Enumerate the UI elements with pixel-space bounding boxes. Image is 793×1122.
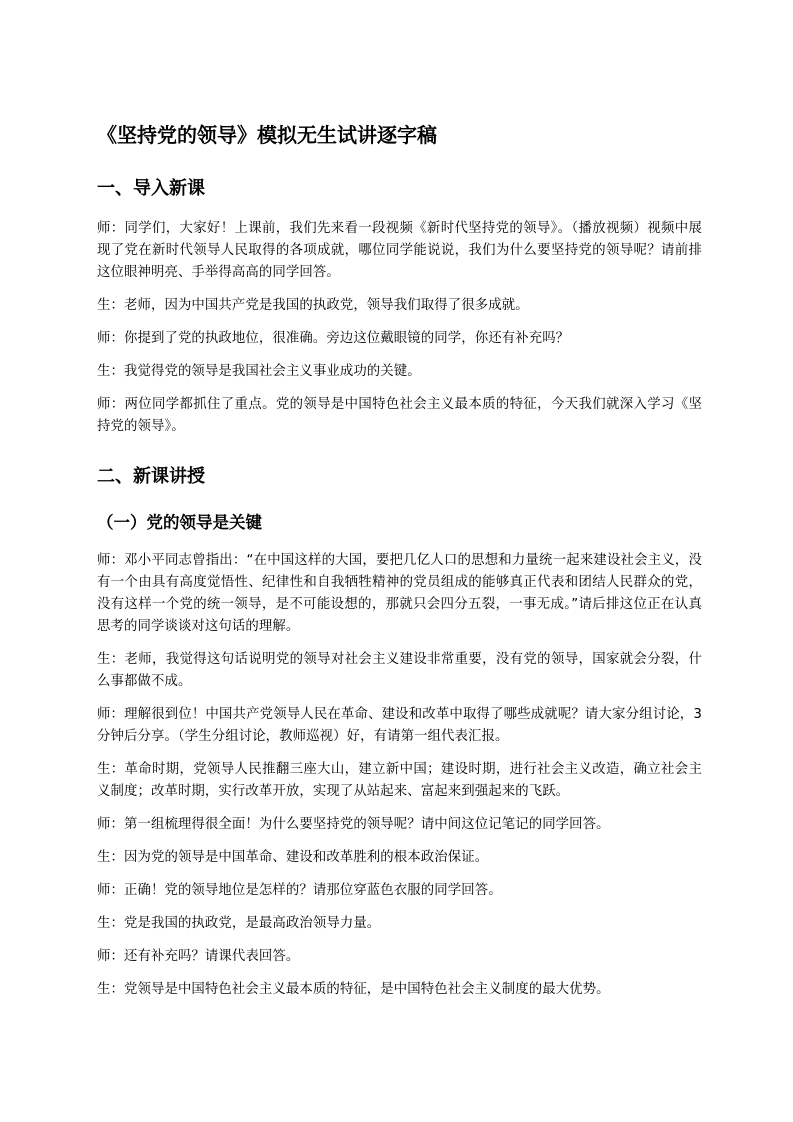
paragraph: 生：我觉得党的领导是我国社会主义事业成功的关键。: [97, 364, 421, 379]
section-heading-new-lesson: 二、新课讲授: [97, 466, 205, 487]
paragraph: 生：革命时期，党领导人民推翻三座大山，建立新中国；建设时期，进行社会主义改造，确立社会主义制度；改革时期，实行改革开放，实现了从站起来、富起来到强起来的飞跃。: [97, 762, 702, 799]
paragraph: 师：正确！党的领导地位是怎样的？请那位穿蓝色衣服的同学回答。: [97, 883, 502, 898]
subsection-heading: （一）党的领导是关键: [97, 513, 262, 532]
paragraph: 生：因为党的领导是中国革命、建设和改革胜利的根本政治保证。: [97, 850, 489, 865]
paragraph: 生：老师，我觉得这句话说明党的领导对社会主义建设非常重要，没有党的领导，国家就会分裂，什么事都做不成。: [97, 652, 702, 689]
paragraph: 师：两位同学都抓住了重点。党的领导是中国特色社会主义最本质的特征，今天我们就深入学习《坚持党的领导》。: [97, 397, 702, 434]
paragraph: 师：邓小平同志曾指出：“在中国这样的大国，要把几亿人口的思想和力量统一起来建设社会主义，没有一个由具有高度觉悟性、纪律性和自我牺牲精神的党员组成的能够真正代表和团结人民群众的党，没有这样一个党的统一领导，是不可能设想的，那就只会四分五裂，一事无成。”请后排这位正在认真思考的同学谈谈对这句话的理解。: [97, 553, 702, 634]
document-title: 《坚持党的领导》模拟无生试讲逐字稿: [97, 123, 437, 147]
section-heading-intro: 一、导入新课: [97, 178, 205, 199]
paragraph: 师：第一组梳理得很全面！为什么要坚持党的领导呢？请中间这位记笔记的同学回答。: [97, 817, 610, 832]
paragraph: 师：你提到了党的执政地位，很准确。旁边这位戴眼镜的同学，你还有补充吗？: [97, 331, 570, 346]
paragraph: 师：还有补充吗？请课代表回答。: [97, 949, 300, 964]
paragraph: 生：党领导是中国特色社会主义最本质的特征，是中国特色社会主义制度的最大优势。: [97, 982, 610, 997]
paragraph: 师：理解很到位！中国共产党领导人民在革命、建设和改革中取得了哪些成就呢？请大家分组讨论，3 分钟后分享。（学生分组讨论，教师巡视）好，有请第一组代表汇报。: [97, 707, 702, 744]
paragraph: 生：党是我国的执政党，是最高政治领导力量。: [97, 916, 381, 931]
paragraph: 生：老师，因为中国共产党是我国的执政党，领导我们取得了很多成就。: [97, 298, 529, 313]
document-page: [97, 120, 702, 1012]
paragraph: 师：同学们，大家好！上课前，我们先来看一段视频《新时代坚持党的领导》。（播放视频）视频中展现了党在新时代领导人民取得的各项成就，哪位同学能说说，我们为什么要坚持党的领导呢？请前排这位眼神明亮、手举得高高的同学回答。: [97, 221, 702, 280]
